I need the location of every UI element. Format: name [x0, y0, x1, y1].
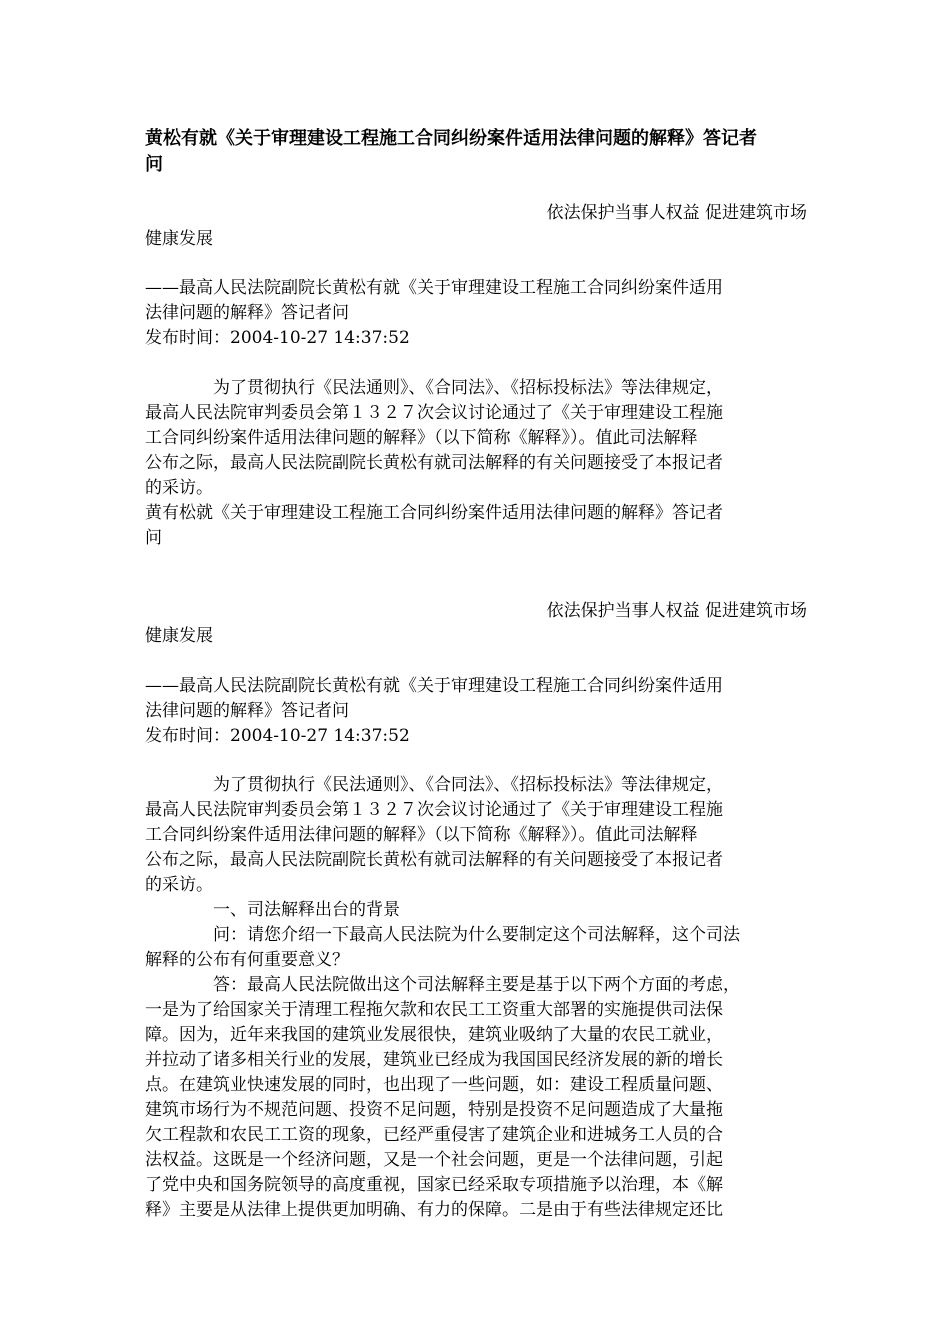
paragraph-line: 法权益。这既是一个经济问题，又是一个社会问题，更是一个法律问题，引起 — [145, 1150, 723, 1170]
paragraph-line: 为了贯彻执行《民法通则》、《合同法》、《招标投标法》等法律规定， — [213, 378, 723, 398]
source-line: ——最高人民法院副院长黄松有就《关于审理建设工程施工合同纠纷案件适用 — [145, 278, 723, 298]
paragraph-line: 建筑市场行为不规范问题、投资不足问题，特别是投资不足问题造成了大量拖 — [145, 1100, 723, 1120]
paragraph-line: 并拉动了诸多相关行业的发展，建筑业已经成为我国国民经济发展的新的增长 — [145, 1050, 723, 1070]
publish-date: 发布时间：2004-10-27 14:37:52 — [145, 726, 410, 746]
question-paragraph — [145, 923, 807, 973]
paragraph-line: 障。因为，近年来我国的建筑业发展很快，建筑业吸纳了大量的农民工就业， — [145, 1025, 723, 1045]
paragraph-line: 公布之际，最高人民法院副院长黄松有就司法解释的有关问题接受了本报记者 — [145, 850, 723, 870]
repeated-title-line: 黄有松就《关于审理建设工程施工合同纠纷案件适用法律问题的解释》答记者 — [145, 503, 723, 523]
paragraph-line: 欠工程款和农民工工资的现象，已经严重侵害了建筑企业和进城务工人员的合 — [145, 1125, 723, 1145]
source-note — [145, 674, 807, 724]
subtitle: 依法保护当事人权益 促进建筑市场 — [546, 601, 807, 621]
intro-paragraph — [145, 376, 807, 501]
paragraph-line: 问：请您介绍一下最高人民法院为什么要制定这个司法解释，这个司法 — [213, 925, 740, 945]
title-line: 问 — [145, 154, 163, 175]
repeated-title-line: 问 — [145, 528, 162, 548]
intro-paragraph — [145, 773, 807, 898]
paragraph-line: 答：最高人民法院做出这个司法解释主要是基于以下两个方面的考虑， — [213, 975, 740, 995]
paragraph-line: 工合同纠纷案件适用法律问题的解释》（以下简称《解释》）。值此司法解释 — [145, 825, 698, 845]
paragraph-line: 工合同纠纷案件适用法律问题的解释》（以下简称《解释》）。值此司法解释 — [145, 428, 698, 448]
paragraph-line: 了党中央和国务院领导的高度重视，国家已经采取专项措施予以治理，本《解 — [145, 1175, 723, 1195]
paragraph-line: 为了贯彻执行《民法通则》、《合同法》、《招标投标法》等法律规定， — [213, 775, 723, 795]
publish-date: 发布时间：2004-10-27 14:37:52 — [145, 328, 410, 348]
source-note — [145, 276, 807, 326]
source-line: 法律问题的解释》答记者问 — [145, 701, 349, 721]
paragraph-line: 点。在建筑业快速发展的同时，也出现了一些问题，如：建设工程质量问题、 — [145, 1075, 723, 1095]
paragraph-line: 一是为了给国家关于清理工程拖欠款和农民工工资重大部署的实施提供司法保 — [145, 1000, 723, 1020]
source-line: ——最高人民法院副院长黄松有就《关于审理建设工程施工合同纠纷案件适用 — [145, 676, 723, 696]
paragraph-line: 公布之际，最高人民法院副院长黄松有就司法解释的有关问题接受了本报记者 — [145, 453, 723, 473]
subtitle-continued: 健康发展 — [145, 229, 213, 249]
section-heading: 一、司法解释出台的背景 — [213, 900, 400, 920]
subtitle-continued: 健康发展 — [145, 626, 213, 646]
paragraph-line: 最高人民法院审判委员会第１３２７次会议讨论通过了《关于审理建设工程施 — [145, 403, 723, 423]
document-title — [145, 126, 807, 178]
source-line: 法律问题的解释》答记者问 — [145, 303, 349, 323]
paragraph-line: 的采访。 — [145, 875, 213, 895]
subtitle: 依法保护当事人权益 促进建筑市场 — [546, 203, 807, 223]
paragraph-line: 的采访。 — [145, 478, 213, 498]
answer-paragraph — [145, 973, 807, 1223]
repeated-title — [145, 501, 807, 551]
paragraph-line: 最高人民法院审判委员会第１３２７次会议讨论通过了《关于审理建设工程施 — [145, 800, 723, 820]
title-line: 黄松有就《关于审理建设工程施工合同纠纷案件适用法律问题的解释》答记者 — [145, 128, 757, 149]
paragraph-line: 解释的公布有何重要意义？ — [145, 950, 349, 970]
paragraph-line: 释》主要是从法律上提供更加明确、有力的保障。二是由于有些法律规定还比 — [145, 1200, 723, 1220]
